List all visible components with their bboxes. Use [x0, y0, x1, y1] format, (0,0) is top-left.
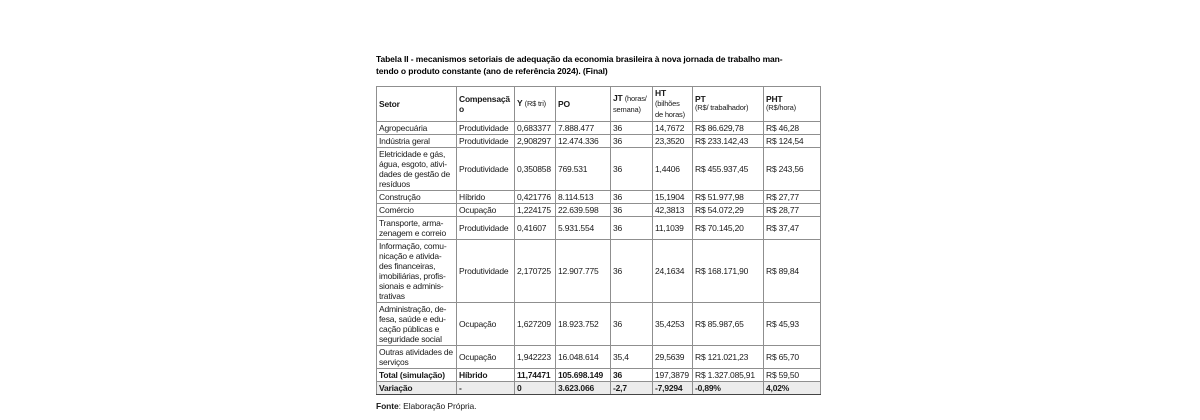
- column-header-pt-unit: (R$/ trabalhador): [695, 103, 749, 113]
- cell-ht: 197,3879: [653, 369, 693, 382]
- table-row: [377, 203, 821, 216]
- cell-compensacao: Produtividade: [457, 134, 515, 147]
- cell-y: 0,350858: [515, 147, 556, 190]
- cell-jt: 36: [611, 216, 653, 239]
- column-header-setor: [377, 87, 457, 122]
- table-row: [377, 190, 821, 203]
- cell-po: 16.048.614: [556, 346, 611, 369]
- cell-setor: Administração, de-fesa, saúde e edu-cação públicas e seguridade social: [377, 302, 457, 345]
- column-header-jt-label: JT: [613, 93, 623, 103]
- cell-pt: R$ 121.021,23: [693, 346, 764, 369]
- cell-setor: Outras atividades de serviços: [377, 346, 457, 369]
- cell-compensacao: Ocupação: [457, 346, 515, 369]
- table-row: [377, 134, 821, 147]
- cell-compensacao: Produtividade: [457, 121, 515, 134]
- cell-pt: R$ 455.937,45: [693, 147, 764, 190]
- cell-ht: 35,4253: [653, 302, 693, 345]
- cell-y: 1,627209: [515, 302, 556, 345]
- cell-jt: -2,7: [611, 382, 653, 395]
- cell-po: 105.698.149: [556, 369, 611, 382]
- cell-y: 2,908297: [515, 134, 556, 147]
- cell-compensacao: Produtividade: [457, 147, 515, 190]
- table-row: [377, 302, 821, 345]
- cell-y: 1,224175: [515, 203, 556, 216]
- cell-setor: Construção: [377, 190, 457, 203]
- cell-jt: 36: [611, 302, 653, 345]
- cell-pt: R$ 168.171,90: [693, 239, 764, 302]
- cell-ht: 24,1634: [653, 239, 693, 302]
- cell-pht: R$ 37,47: [764, 216, 821, 239]
- cell-ht: 14,7672: [653, 121, 693, 134]
- cell-y: 1,942223: [515, 346, 556, 369]
- cell-setor: Agropecuária: [377, 121, 457, 134]
- table-row: [377, 121, 821, 134]
- table-header: [377, 87, 821, 122]
- cell-compensacao: -: [457, 382, 515, 395]
- cell-po: 8.114.513: [556, 190, 611, 203]
- column-header-po: [556, 87, 611, 122]
- column-header-pht-unit: (R$/hora): [766, 103, 796, 113]
- cell-po: 22.639.598: [556, 203, 611, 216]
- table-title-line2: tendo o produto constante (ano de referência 2024). (Final): [376, 66, 608, 76]
- cell-pt: R$ 233.142,43: [693, 134, 764, 147]
- cell-y: 2,170725: [515, 239, 556, 302]
- column-header-setor-label: Setor: [379, 98, 400, 109]
- cell-compensacao: Híbrido: [457, 369, 515, 382]
- cell-po: 5.931.554: [556, 216, 611, 239]
- column-header-ht-unit: (bilhões de horas): [655, 99, 685, 119]
- cell-y: 0,421776: [515, 190, 556, 203]
- cell-pht: R$ 59,50: [764, 369, 821, 382]
- cell-pht: 4,02%: [764, 382, 821, 395]
- cell-jt: 36: [611, 203, 653, 216]
- table-row: [377, 239, 821, 302]
- cell-po: 18.923.752: [556, 302, 611, 345]
- table-row: [377, 147, 821, 190]
- cell-jt: 35,4: [611, 346, 653, 369]
- column-header-pt-label: PT: [695, 94, 706, 105]
- cell-pt: R$ 70.145,20: [693, 216, 764, 239]
- column-header-po-label: PO: [558, 98, 570, 109]
- table-row: [377, 216, 821, 239]
- cell-setor: Indústria geral: [377, 134, 457, 147]
- column-header-ht-label: HT: [655, 88, 666, 98]
- cell-pt: R$ 86.629,78: [693, 121, 764, 134]
- cell-setor: Informação, comu-nicação e ativida-des financeiras, imobiliárias, profis-sionais e adminis-trativas: [377, 239, 457, 302]
- cell-pt: R$ 85.987,65: [693, 302, 764, 345]
- table-container: [376, 53, 822, 420]
- column-header-compensacao: [457, 87, 515, 122]
- cell-po: 12.907.775: [556, 239, 611, 302]
- table-body: [377, 121, 821, 394]
- cell-compensacao: Produtividade: [457, 216, 515, 239]
- column-header-pt: [693, 87, 764, 122]
- column-header-y: [515, 87, 556, 122]
- column-header-pht: [764, 87, 821, 122]
- cell-y: 0: [515, 382, 556, 395]
- source-note-label: Fonte: [376, 401, 399, 412]
- column-header-pht-label: PHT: [766, 94, 783, 105]
- cell-po: 769.531: [556, 147, 611, 190]
- column-header-compensacao-label: Compensação: [459, 93, 510, 114]
- table-row: [377, 369, 821, 382]
- cell-pht: R$ 46,28: [764, 121, 821, 134]
- cell-pht: R$ 27,77: [764, 190, 821, 203]
- cell-pt: R$ 54.072,29: [693, 203, 764, 216]
- cell-ht: 29,5639: [653, 346, 693, 369]
- cell-pht: R$ 243,56: [764, 147, 821, 190]
- cell-ht: 15,1904: [653, 190, 693, 203]
- cell-ht: -7,9294: [653, 382, 693, 395]
- column-header-ht: [653, 87, 693, 122]
- cell-jt: 36: [611, 190, 653, 203]
- cell-jt: 36: [611, 121, 653, 134]
- source-note-text: : Elaboração Própria.: [398, 401, 477, 412]
- cell-pht: R$ 28,77: [764, 203, 821, 216]
- cell-jt: 36: [611, 134, 653, 147]
- column-header-y-label: Y: [517, 98, 523, 109]
- cell-ht: 42,3813: [653, 203, 693, 216]
- cell-po: 12.474.336: [556, 134, 611, 147]
- cell-ht: 11,1039: [653, 216, 693, 239]
- cell-setor: Total (simulação): [377, 369, 457, 382]
- data-table: [376, 86, 821, 395]
- cell-pt: R$ 1.327.085,91: [693, 369, 764, 382]
- cell-y: 0,683377: [515, 121, 556, 134]
- cell-pht: R$ 45,93: [764, 302, 821, 345]
- header-row: [377, 87, 821, 122]
- cell-pt: -0,89%: [693, 382, 764, 395]
- cell-compensacao: Produtividade: [457, 239, 515, 302]
- cell-po: 3.623.066: [556, 382, 611, 395]
- table-title-line1: Tabela II - mecanismos setoriais de adequação da economia brasileira à nova jornada de trabalho man-: [376, 54, 783, 64]
- cell-setor: Eletricidade e gás, água, esgoto, ativi-dades de gestão de resíduos: [377, 147, 457, 190]
- cell-compensacao: Ocupação: [457, 203, 515, 216]
- cell-po: 7.888.477: [556, 121, 611, 134]
- column-header-jt: [611, 87, 653, 122]
- cell-setor: Variação: [377, 382, 457, 395]
- table-row: [377, 346, 821, 369]
- cell-pt: R$ 51.977,98: [693, 190, 764, 203]
- table-row: [377, 382, 821, 395]
- column-header-jt-unit: (horas/ semana): [613, 94, 647, 114]
- cell-setor: Comércio: [377, 203, 457, 216]
- cell-pht: R$ 89,84: [764, 239, 821, 302]
- cell-pht: R$ 65,70: [764, 346, 821, 369]
- column-header-y-unit: (R$ tri): [524, 99, 546, 109]
- cell-y: 11,74471: [515, 369, 556, 382]
- cell-setor: Transporte, arma-zenagem e correio: [377, 216, 457, 239]
- cell-jt: 36: [611, 147, 653, 190]
- cell-ht: 23,3520: [653, 134, 693, 147]
- cell-pht: R$ 124,54: [764, 134, 821, 147]
- cell-compensacao: Híbrido: [457, 190, 515, 203]
- cell-compensacao: Ocupação: [457, 302, 515, 345]
- cell-ht: 1,4406: [653, 147, 693, 190]
- cell-jt: 36: [611, 239, 653, 302]
- table-title: [376, 53, 822, 77]
- source-note: [376, 401, 822, 411]
- cell-jt: 36: [611, 369, 653, 382]
- cell-y: 0,41607: [515, 216, 556, 239]
